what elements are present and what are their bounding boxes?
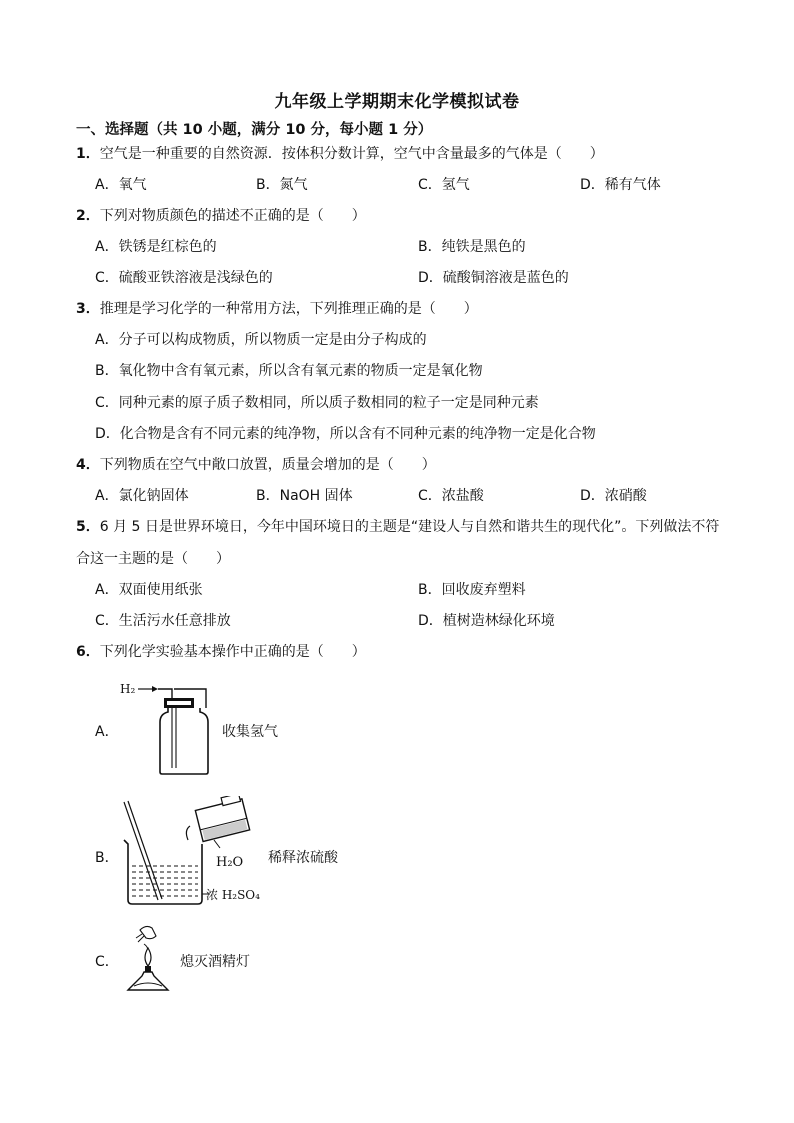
question-1 bbox=[76, 144, 604, 164]
q6-option-a-label: 收集氢气 bbox=[222, 724, 278, 740]
q4-option-b[interactable]: B．NaOH 固体 bbox=[256, 488, 353, 504]
q6-option-c-letter[interactable]: C． bbox=[95, 954, 119, 970]
question-number: 6． bbox=[76, 644, 100, 660]
question-4 bbox=[76, 455, 436, 475]
question-5 bbox=[76, 517, 719, 537]
q3-option-b[interactable]: B．氧化物中含有氧元素，所以含有氧元素的物质一定是氧化物 bbox=[95, 363, 483, 379]
q2-option-d[interactable]: D．硫酸铜溶液是蓝色的 bbox=[418, 270, 569, 286]
q2-option-a[interactable]: A．铁锈是红棕色的 bbox=[95, 239, 217, 255]
question-2 bbox=[76, 206, 366, 226]
q1-option-d[interactable]: D．稀有气体 bbox=[580, 177, 661, 193]
q5-option-c[interactable]: C．生活污水任意排放 bbox=[95, 613, 231, 629]
water-label: H₂O bbox=[216, 855, 244, 870]
question-6 bbox=[76, 642, 366, 662]
question-5-continued: 合这一主题的是（ ） bbox=[76, 551, 230, 567]
hydrogen-collection-figure bbox=[118, 678, 218, 778]
q3-option-c[interactable]: C．同种元素的原子质子数相同，所以质子数相同的粒子一定是同种元素 bbox=[95, 395, 539, 411]
section-heading: 一、选择题（共 10 小题，满分 10 分，每小题 1 分） bbox=[76, 122, 433, 138]
question-stem: 下列物质在空气中敞口放置，质量会增加的是（ ） bbox=[99, 457, 436, 473]
acid-label: 浓 H₂SO₄ bbox=[206, 888, 260, 902]
q5-option-b[interactable]: B．回收废弃塑料 bbox=[418, 582, 526, 598]
q3-option-d[interactable]: D．化合物是含有不同元素的纯净物，所以含有不同种元素的纯净物一定是化合物 bbox=[95, 426, 596, 442]
question-stem: 下列化学实验基本操作中正确的是（ ） bbox=[99, 644, 366, 660]
q4-option-c[interactable]: C．浓盐酸 bbox=[418, 488, 484, 504]
q4-option-a[interactable]: A．氯化钠固体 bbox=[95, 488, 189, 504]
q1-option-b[interactable]: B．氮气 bbox=[256, 177, 308, 193]
q4-option-d[interactable]: D．浓硝酸 bbox=[580, 488, 647, 504]
alcohol-lamp-figure bbox=[122, 922, 178, 994]
question-number: 3． bbox=[76, 301, 100, 317]
q5-option-a[interactable]: A．双面使用纸张 bbox=[95, 582, 203, 598]
question-3 bbox=[76, 299, 478, 319]
question-number: 2． bbox=[76, 208, 100, 224]
q2-option-c[interactable]: C．硫酸亚铁溶液是浅绿色的 bbox=[95, 270, 273, 286]
q6-option-b-label: 稀释浓硫酸 bbox=[268, 850, 338, 866]
question-stem: 下列对物质颜色的描述不正确的是（ ） bbox=[99, 208, 366, 224]
q6-option-b-letter[interactable]: B． bbox=[95, 850, 119, 866]
q2-option-b[interactable]: B．纯铁是黑色的 bbox=[418, 239, 526, 255]
q1-option-a[interactable]: A．氧气 bbox=[95, 177, 147, 193]
gas-label: H₂ bbox=[120, 682, 136, 696]
q1-option-c[interactable]: C．氢气 bbox=[418, 177, 470, 193]
q5-option-d[interactable]: D．植树造林绿化环境 bbox=[418, 613, 555, 629]
question-number: 4． bbox=[76, 457, 100, 473]
question-stem: 空气是一种重要的自然资源．按体积分数计算，空气中含量最多的气体是（ ） bbox=[99, 146, 604, 162]
question-number: 1． bbox=[76, 146, 100, 162]
q6-option-a-letter[interactable]: A． bbox=[95, 724, 119, 740]
q6-option-c-label: 熄灭酒精灯 bbox=[180, 954, 250, 970]
acid-dilution-figure bbox=[118, 796, 268, 912]
page-title: 九年级上学期期末化学模拟试卷 bbox=[274, 92, 520, 112]
question-stem: 推理是学习化学的一种常用方法，下列推理正确的是（ ） bbox=[99, 301, 478, 317]
question-number: 5． bbox=[76, 519, 100, 535]
q3-option-a[interactable]: A．分子可以构成物质，所以物质一定是由分子构成的 bbox=[95, 332, 427, 348]
question-stem: 6 月 5 日是世界环境日，今年中国环境日的主题是“建设人与自然和谐共生的现代化”。下列做法不符 bbox=[99, 519, 720, 535]
